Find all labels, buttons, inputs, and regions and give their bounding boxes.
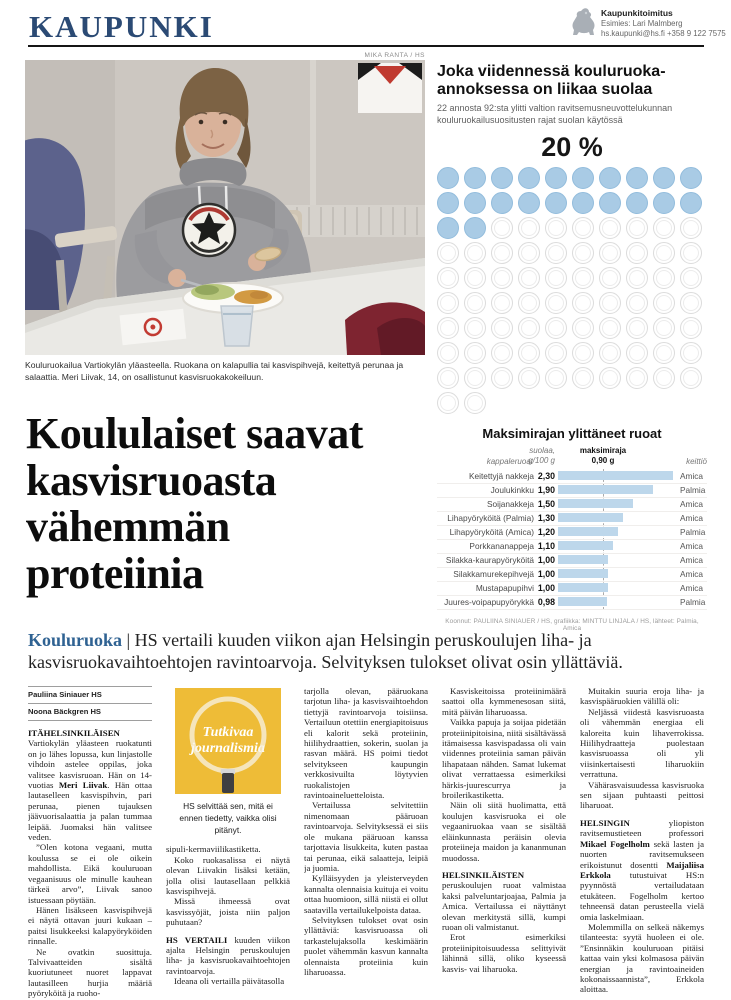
body-paragraph: Molemmilla on selkeä näkemys tilanteesta: syytä huoleen ei ole. ”Ensinnäkin kouluruoan pitäisi kattaa vain yksi kolmasosa päivän energian ja ravintoaineiden kokonaissaannista”, Erkkola aloittaa. [580, 921, 704, 995]
waffle-dot [626, 342, 648, 364]
body-paragraph: Kylläisyyden ja yleisterveyden kannalta olennaisia kuituja ei voitu ottaa huomioon, sillä niistä ei ollut saatavilla vertailukelpoista dataa. [304, 873, 428, 915]
hs-lion-logo-icon [570, 7, 596, 42]
bar [558, 513, 623, 522]
waffle-dot [572, 317, 594, 339]
waffle-dot [572, 292, 594, 314]
bar-row: Silakka-kaurapyöryköitä 1,00 Amica [437, 553, 707, 568]
body-column-5 [580, 686, 704, 1000]
photo-poster [358, 63, 422, 113]
waffle-dot [518, 292, 540, 314]
body-paragraph: HELSINKILÄISTEN peruskoulujen ruoat valmistaa kaksi palveluntarjoajaa, Palmia ja Amica. Vertailussa ei näyttänyt olevan merkitystä sillä, kumpi ruoan oli valmistanut. [442, 869, 566, 932]
lede [28, 629, 706, 673]
bar-header-limit: maksimiraja 0,90 g [579, 445, 627, 465]
body-paragraph: Näin oli siitä huolimatta, että koulujen kasvisruoka ei ole vegaaniruokaa vaan se sisältää eläinkunnasta peräisin olevia proteiineja maidon ja kananmunan muodossa. [442, 800, 566, 863]
body-paragraph: HELSINGIN yliopiston ravitsemustieteen professori Mikael Fogelholm sekä lasten ja nuorten ravitsemukseen erikoistunut dosentti Maijaliisa Erkkola tutustuivat HS:n pyynnöstä vertailudataan etukäteen. Fogelholm kertoo tehneensä datan perusteella vielä omia laskelmiaan. [580, 817, 704, 922]
waffle-dot [599, 267, 621, 289]
waffle-dot [680, 292, 702, 314]
body-paragraph: ”Olen kotona vegaani, mutta koulussa se ei ole oikein mahdollista. Eikä kouluruoan vegaanisuus ole minulle kauhean tärkeä arvo”, Liivak sanoo istuessaan pöytään. [28, 842, 152, 905]
waffle-chart-subtitle: 22 annosta 92:sta ylitti valtion ravitsemusneuvottelukunnan kouluruokailusuositusten rajat suolan käytössä [437, 103, 673, 125]
waffle-dot [599, 242, 621, 264]
waffle-dot [545, 367, 567, 389]
waffle-dot [491, 217, 513, 239]
waffle-dot [518, 167, 540, 189]
bar-row: Juures-voipapupyörykkä 0,98 Palmia [437, 595, 707, 610]
body-column-1 [28, 686, 152, 1000]
waffle-dot [680, 267, 702, 289]
waffle-dot [572, 192, 594, 214]
bar [558, 541, 613, 550]
body-paragraph: ITÄHELSINKILÄISEN Vartiokylän yläasteen ruokatunti on jo lähes lopussa, kun linjastolle vihdoin astelee oppilas, joka valitsee kasvisruoan. Hän on 14-vuotias Meri Liivak. Hän ottaa lautaselleen kasvispihvin, pari perunaa, pienen tujauksen jäävuorisalaattia ja palan tummaa leipää. Juomaksi hän valitsee veden. [28, 728, 152, 843]
lede-text: | HS vertaili kuuden viikon ajan Helsingin peruskoulujen liha- ja kasvisruokavaihtoehtojen ravintoarvoja. Selvityksen tulokset olivat osin yllättäviä. [28, 630, 623, 673]
waffle-dot [464, 392, 486, 414]
bar-row: Lihapyöryköitä (Palmia) 1,30 Amica [437, 511, 707, 526]
waffle-dot [491, 267, 513, 289]
body-column-3 [304, 686, 428, 1000]
bar-chart [437, 445, 707, 613]
bar-row: Lihapyöryköitä (Amica) 1,20 Palmia [437, 525, 707, 540]
waffle-dot [437, 167, 459, 189]
bar [558, 555, 608, 564]
waffle-dot [653, 317, 675, 339]
badge-text-line2: journalismia [191, 741, 265, 756]
waffle-dot [626, 367, 648, 389]
waffle-dot [491, 367, 513, 389]
department-block [601, 8, 731, 39]
waffle-dot [626, 267, 648, 289]
waffle-dot [437, 317, 459, 339]
waffle-dot [437, 217, 459, 239]
waffle-dot [518, 267, 540, 289]
waffle-dot [437, 367, 459, 389]
waffle-dot [626, 192, 648, 214]
waffle-dot [599, 192, 621, 214]
waffle-dot [653, 192, 675, 214]
waffle-dot [518, 192, 540, 214]
byline-author-1: Pauliina Siniauer HS [28, 686, 152, 703]
body-paragraph: Kasviskeitoissa proteiinimäärä saattoi olla kymmenesosan siitä, mitä päivän liharuoassa. [442, 686, 566, 717]
waffle-dot [437, 292, 459, 314]
waffle-dot [653, 242, 675, 264]
waffle-dot [491, 167, 513, 189]
waffle-dot [626, 167, 648, 189]
waffle-dot [518, 367, 540, 389]
waffle-dot [599, 317, 621, 339]
waffle-dot [545, 317, 567, 339]
body-paragraph: Ne ovatkin suosittuja. Talvivaatteiden sisältä kuoriutuneet nuoret lappavat lautasilleen hurjia määriä pyöryköitä ja ruoho- [28, 946, 152, 999]
article-body [28, 686, 704, 1000]
body-paragraph: Erot esimerkiksi proteiinipitoisuudessa selittyivät lähinnä sillä, oliko kyseessä kasvis- vai liharuoka. [442, 932, 566, 974]
waffle-dot [653, 342, 675, 364]
waffle-dot [653, 292, 675, 314]
waffle-dot [464, 267, 486, 289]
bar-header-item: kappaleruoat [486, 456, 533, 466]
waffle-dot [680, 167, 702, 189]
body-paragraph: Neljässä viidestä kasvisruoasta oli vähemmän energiaa eli kaloreita kuin lihaverrokissa. Hiilihydraatteja puolestaan kasvisruoassa oli yli viisinkertaisesti liharuokiin verrattuna. [580, 706, 704, 780]
article-photo [25, 60, 425, 355]
photo-hoodie-logo [183, 204, 235, 256]
waffle-dot [599, 167, 621, 189]
waffle-dot [572, 167, 594, 189]
waffle-dot [653, 167, 675, 189]
waffle-dot [491, 292, 513, 314]
waffle-dot [572, 242, 594, 264]
waffle-dot [653, 217, 675, 239]
waffle-dot [464, 342, 486, 364]
bar [558, 597, 607, 606]
waffle-dot [545, 167, 567, 189]
body-paragraph: Vertailussa selvitettiin nimenomaan pääruoan ravintoarvoja. Selvityksessä ei siis ole mukana pääruoan kanssa tarjottavia lisukkeita, kuten pastaa tai perunaa, eikä salaatteja, leipiä ja juomia. [304, 800, 428, 873]
waffle-dot [599, 292, 621, 314]
waffle-dot [491, 192, 513, 214]
department-contact: hs.kaupunki@hs.fi +358 9 122 7575 [601, 29, 726, 39]
waffle-dot [572, 267, 594, 289]
body-paragraph: sipuli-kermaviilikastiketta. [166, 844, 261, 855]
waffle-dot [626, 317, 648, 339]
headline: Koululaiset saavat kasvisruoasta vähemmän proteiinia [26, 409, 363, 598]
body-paragraph: tarjolla olevan, pääruokana tarjotun liha- ja kasvisvaihtoehdon tiettyjä ravintoarvoja toisiinsa. Vertailuun otettiin energiapitoisuus eli kalorit sekä proteiinin, hiilihydraattien, sokerin, suolan ja rasvan määrä. HS poimi tiedot selvitykseen kaupungin verkkosivuilta löytyvien ruokalistojen ravintoaineluetteloista. [304, 686, 428, 801]
waffle-dot [518, 342, 540, 364]
bar-header-value: suolaa, g/100 g [528, 445, 555, 465]
waffle-dot [437, 242, 459, 264]
waffle-grid [437, 167, 707, 417]
waffle-dot [545, 292, 567, 314]
body-paragraph: Hänen lisäkseen kasvispihvejä ei näytä ottavan juuri kukaan – paitsi lisukkeeksi kalapyöryköiden rinnalle. [28, 904, 152, 947]
badge-text-line1: Tutkivaa [202, 725, 254, 740]
waffle-dot [464, 217, 486, 239]
photo-caption: Kouluruokailua Vartiokylän yläasteella. Ruokana on kalapullia tai kasvispihvejä, keitettyä perunaa ja salaattia. Meri Liivak, 14, on osallistunut kasvisruokakokeiluun. [25, 360, 404, 383]
bar-row: Soijanakkeja 1,50 Amica [437, 497, 707, 512]
body-paragraph: Vähärasvaisuudessa kasvisruoka sen sijaan puhtaasti peittosi liharuoat. [580, 779, 704, 811]
body-paragraph: Koko ruokasalissa ei näytä olevan Liivakin lisäksi ketään, jolla olisi lautasellaan pelkkiä kasvispihvejä. [166, 854, 290, 896]
waffle-dot [599, 342, 621, 364]
bar [558, 527, 618, 536]
bar-row: Joulukinkku 1,90 Palmia [437, 483, 707, 498]
graphic-credit: Koonnut: PAULIINA SINIAUER / HS, grafiikka: MINTTU LINJALA / HS, lähteet: Palmia, Amica [445, 617, 699, 632]
bar-row: Silakkamurekepihvejä 1,00 Amica [437, 567, 707, 582]
waffle-dot [545, 342, 567, 364]
body-paragraph: Ideana oli vertailla päivätasolla [174, 976, 285, 987]
waffle-dot [464, 367, 486, 389]
bar-row: Mustapapupihvi 1,00 Amica [437, 581, 707, 596]
masthead-rule [28, 45, 704, 47]
waffle-dot [545, 242, 567, 264]
waffle-dot [518, 317, 540, 339]
waffle-dot [572, 367, 594, 389]
waffle-dot [545, 267, 567, 289]
waffle-dot [680, 317, 702, 339]
waffle-dot [518, 217, 540, 239]
body-paragraph: Missä ihmeessä ovat kasvissyöjät, joista niin paljon puhutaan? [166, 896, 290, 928]
waffle-dot [680, 342, 702, 364]
waffle-dot [518, 242, 540, 264]
waffle-dot [653, 367, 675, 389]
waffle-dot [680, 217, 702, 239]
waffle-dot [464, 292, 486, 314]
waffle-dot [599, 217, 621, 239]
photo-credit: MIKA RANTA / HS [364, 52, 425, 59]
waffle-dot [491, 242, 513, 264]
salt-graphic [437, 63, 707, 632]
body-column-2 [166, 686, 290, 1000]
waffle-dot [626, 292, 648, 314]
waffle-dot [653, 267, 675, 289]
bar [558, 485, 653, 494]
bar [558, 569, 608, 578]
waffle-dot [491, 317, 513, 339]
waffle-dot [572, 217, 594, 239]
waffle-dot [545, 217, 567, 239]
bar [558, 583, 608, 592]
waffle-dot [437, 192, 459, 214]
bar [558, 499, 633, 508]
waffle-dot [572, 342, 594, 364]
waffle-dot [680, 192, 702, 214]
waffle-dot [491, 342, 513, 364]
body-column-4 [442, 686, 566, 1000]
waffle-dot [680, 242, 702, 264]
bar [558, 471, 673, 480]
waffle-dot [464, 317, 486, 339]
investigative-journalism-badge [175, 688, 281, 794]
waffle-dot [680, 367, 702, 389]
section-title: KAUPUNKI [29, 9, 214, 44]
body-paragraph: HS VERTAILI kuuden viikon ajalta Helsingin peruskoulujen liha- ja kasvisruokavaihtoehtojen ravintoarvoja. [166, 934, 290, 976]
waffle-chart-title: Joka viidennessä kouluruoka-annoksessa on liikaa suolaa [437, 63, 666, 99]
waffle-dot [464, 167, 486, 189]
body-paragraph: Selvityksen tulokset ovat osin yllättäviä: kasvisruoassa oli tarkastelujaksolla keskimäärin puolet vähemmän kasvun kannalta olennaista proteiinia kuin liharuoassa. [304, 914, 428, 977]
waffle-dot [599, 367, 621, 389]
waffle-dot [626, 242, 648, 264]
bar-row: Keitettyjä nakkeja 2,30 Amica [437, 469, 707, 484]
bar-chart-title: Maksimirajan ylittäneet ruoat [482, 425, 662, 441]
waffle-dot [545, 192, 567, 214]
waffle-dot [626, 217, 648, 239]
waffle-dot [464, 242, 486, 264]
lede-kicker: Kouluruoka [28, 630, 123, 650]
bar-row: Porkkananappeja 1,10 Amica [437, 539, 707, 554]
department-editor: Esimies: Lari Malmberg [601, 19, 683, 29]
waffle-dot [437, 267, 459, 289]
bar-header-kitchen: keittiö [686, 456, 707, 466]
waffle-dot [464, 192, 486, 214]
waffle-dot [437, 342, 459, 364]
photo-water-glass [221, 306, 253, 346]
body-paragraph: Muitakin suuria eroja liha- ja kasvispääruokien välillä oli: [580, 686, 704, 707]
department-name: Kaupunkitoimitus [601, 8, 673, 18]
infobox-caption: HS selvittää sen, mitä ei ennen tiedetty, vaikka olisi pitänyt. [179, 801, 277, 835]
byline-author-2: Noona Bäckgren HS [28, 703, 152, 721]
body-paragraph: Vaikka papuja ja soijaa pidetään proteiinipitoisina, niitä sisältävässä itämaisessa kasvispadassa oli vain viidennes proteiinia saman päivän lihapataan nähden. Samat lukemat olivat verrattaessa esimerkiksi härkis-juurescurrya ja broilerikastiketta. [442, 717, 566, 801]
waffle-percentage-label: 20 % [541, 131, 603, 162]
